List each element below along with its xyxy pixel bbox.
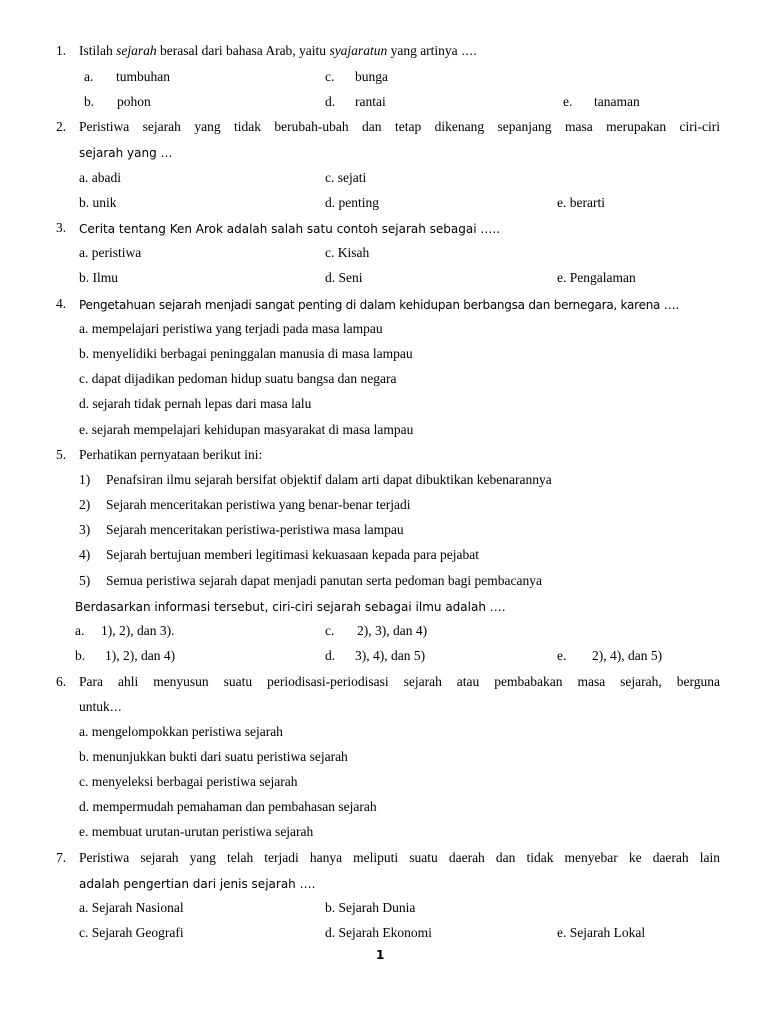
question-text: Perhatikan pernyataan berikut ini: xyxy=(79,447,263,462)
option-e[interactable]: e. sejarah mempelajari kehidupan masyarakat di masa lampau xyxy=(79,422,414,437)
option-c[interactable]: c. dapat dijadikan pedoman hidup suatu bangsa dan negara xyxy=(79,371,397,386)
question-text: Pengetahuan sejarah menjadi sangat penting di dalam kehidupan berbangsa dan bernegara, karena …. xyxy=(79,298,680,312)
option-c[interactable]: c. bunga xyxy=(325,69,388,84)
option-a[interactable]: a. Sejarah Nasional xyxy=(79,900,184,915)
question-text-line-2: untuk… xyxy=(79,699,122,714)
question-text: Cerita tentang Ken Arok adalah salah satu contoh sejarah sebagai ….. xyxy=(79,222,501,236)
question-number: 2. xyxy=(56,119,67,134)
option-a[interactable]: a. tumbuhan xyxy=(84,69,170,84)
question-text-line-2: sejarah yang … xyxy=(79,146,173,160)
option-b[interactable]: b. pohon xyxy=(84,94,151,109)
option-d[interactable]: d. 3), 4), dan 5) xyxy=(325,648,426,663)
question-number: 5. xyxy=(56,447,67,462)
option-a[interactable]: a. 1), 2), dan 3). xyxy=(75,623,175,638)
statement-item: 4) Sejarah bertujuan memberi legitimasi kekuasaan kepada para pejabat xyxy=(79,547,479,562)
question-number: 7. xyxy=(56,850,67,865)
question-prompt: Berdasarkan informasi tersebut, ciri-ciri sejarah sebagai ilmu adalah …. xyxy=(75,600,506,614)
question-text-line-1: Peristiwa sejarah yang telah terjadi hanya meliputi suatu daerah dan tidak menyebar ke daerah lain xyxy=(79,850,720,865)
page-number: 1 xyxy=(376,948,385,962)
option-e[interactable]: e. tanaman xyxy=(563,94,640,109)
question-text-line-1: Peristiwa sejarah yang tidak berubah-ubah dan tetap dikenang sepanjang masa merupakan ciri-ciri xyxy=(79,119,720,134)
option-a[interactable]: a. mempelajari peristiwa yang terjadi pada masa lampau xyxy=(79,321,383,336)
question-number: 4. xyxy=(56,296,67,311)
question-number: 3. xyxy=(56,220,67,235)
option-a[interactable]: a. abadi xyxy=(79,170,121,185)
statement-item: 3) Sejarah menceritakan peristiwa-peristiwa masa lampau xyxy=(79,522,404,537)
option-e[interactable]: e. membuat urutan-urutan peristiwa sejarah xyxy=(79,824,314,839)
option-b[interactable]: b. unik xyxy=(79,195,117,210)
option-e[interactable]: e. berarti xyxy=(557,195,605,210)
option-b[interactable]: b. menyelidiki berbagai peninggalan manusia di masa lampau xyxy=(79,346,413,361)
statement-item: 5) Semua peristiwa sejarah dapat menjadi panutan serta pedoman bagi pembacanya xyxy=(79,573,542,588)
option-d[interactable]: d. penting xyxy=(325,195,379,210)
option-e[interactable]: e. Pengalaman xyxy=(557,270,636,285)
option-b[interactable]: b. 1), 2), dan 4) xyxy=(75,648,176,663)
option-d[interactable]: d. Sejarah Ekonomi xyxy=(325,925,432,940)
option-c[interactable]: c. Sejarah Geografi xyxy=(79,925,184,940)
question-number: 6. xyxy=(56,674,67,689)
option-c[interactable]: c. menyeleksi berbagai peristiwa sejarah xyxy=(79,774,298,789)
option-a[interactable]: a. mengelompokkan peristiwa sejarah xyxy=(79,724,283,739)
statement-item: 2) Sejarah menceritakan peristiwa yang benar-benar terjadi xyxy=(79,497,411,512)
option-e[interactable]: e. 2), 4), dan 5) xyxy=(557,648,663,663)
option-d[interactable]: d. rantai xyxy=(325,94,386,109)
option-a[interactable]: a. peristiwa xyxy=(79,245,142,260)
option-b[interactable]: b. Ilmu xyxy=(79,270,118,285)
option-c[interactable]: c. 2), 3), dan 4) xyxy=(325,623,428,638)
option-d[interactable]: d. Seni xyxy=(325,270,363,285)
statement-item: 1) Penafsiran ilmu sejarah bersifat objektif dalam arti dapat dibuktikan kebenarannya xyxy=(79,472,552,487)
option-d[interactable]: d. sejarah tidak pernah lepas dari masa lalu xyxy=(79,396,312,411)
question-text-line-1: Para ahli menyusun suatu periodisasi-periodisasi sejarah atau pembabakan masa sejarah, berguna xyxy=(79,674,720,689)
option-e[interactable]: e. Sejarah Lokal xyxy=(557,925,646,940)
question-text: Istilah sejarah berasal dari bahasa Arab, yaitu syajaratun yang artinya …. xyxy=(79,43,477,58)
option-c[interactable]: c. Kisah xyxy=(325,245,370,260)
option-b[interactable]: b. menunjukkan bukti dari suatu peristiwa sejarah xyxy=(79,749,348,764)
question-text-line-2: adalah pengertian dari jenis sejarah …. xyxy=(79,877,316,891)
option-d[interactable]: d. mempermudah pemahaman dan pembahasan sejarah xyxy=(79,799,377,814)
option-c[interactable]: c. sejati xyxy=(325,170,367,185)
option-b[interactable]: b. Sejarah Dunia xyxy=(325,900,416,915)
question-number: 1. xyxy=(56,43,67,58)
